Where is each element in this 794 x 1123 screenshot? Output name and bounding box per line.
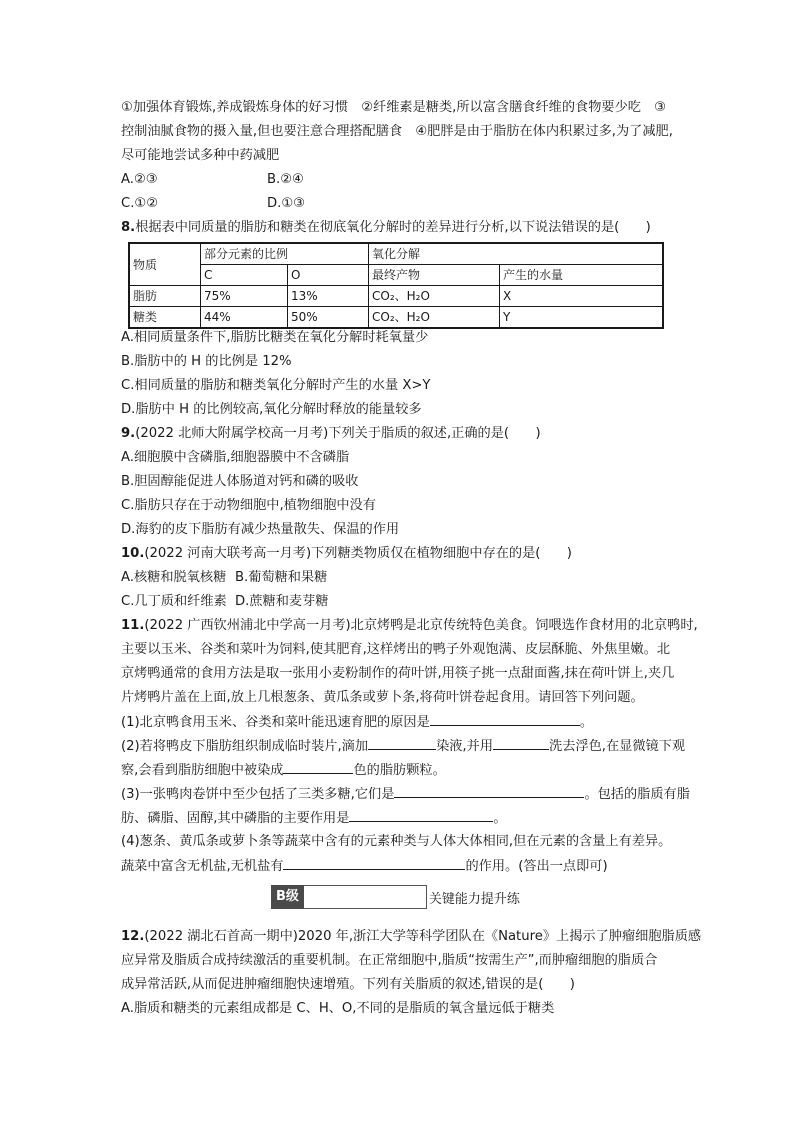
table-header-product: 最终产物	[369, 265, 500, 286]
q8-number: 8.	[121, 220, 136, 235]
answer-blank-6[interactable]	[349, 806, 493, 822]
q11-part-4-line-1: (4)葱条、黄瓜条或萝卜条等蔬菜中含有的元素种类与人体大体相同,但在元素的含量上有差异。	[121, 834, 672, 849]
q12-stem-line-1: 12.(2022 湖北石首高一期中)2020 年,浙江大学等科学团队在《Nature》上揭示了肿瘤细胞脂质感	[121, 929, 702, 944]
q10-option-c[interactable]: C.几丁质和纤维素	[121, 594, 227, 609]
table-cell: 44%	[201, 307, 288, 329]
q11-part-3-line-1: (3)一张鸭肉卷饼中至少包括了三类多糖,它们是 。包括的脂质有脂	[121, 782, 681, 806]
q9-option-b[interactable]: B.胆固醇能促进人体肠道对钙和磷的吸收	[121, 474, 359, 489]
table-cell: CO₂、H₂O	[369, 307, 500, 329]
q9-stem: (2022 北师大附属学校高一月考)下列关于脂质的叙述,正确的是( )	[135, 426, 541, 441]
q10-option-a[interactable]: A.核糖和脱氧核糖	[121, 570, 227, 585]
q11-stem-line-1: 11.(2022 广西钦州浦北中学高一月考)北京烤鸭是北京传统特色美食。饲喂选作食材用的北京鸭时,	[121, 618, 698, 633]
q12-option-a[interactable]: A.脂质和糖类的元素组成都是 C、H、O,不同的是脂质的氧含量远低于糖类	[121, 1001, 555, 1016]
q7-options-row-1	[121, 168, 681, 192]
q11-part-3-line-2: 肪、磷脂、固醇,其中磷脂的主要作用是 。	[121, 806, 681, 830]
q9-option-a[interactable]: A.细胞膜中含磷脂,细胞器膜中不含磷脂	[121, 450, 350, 465]
q7-option-a[interactable]: A.②③	[121, 172, 158, 187]
level-badge: B级	[271, 885, 304, 909]
q10-option-d[interactable]: D.蔗糖和麦芽糖	[235, 594, 329, 609]
table-row	[129, 307, 663, 329]
questions-8-to-11	[121, 326, 698, 878]
q11-part-1: (1)北京鸭食用玉米、谷类和菜叶能迅速育肥的原因是 。	[121, 710, 681, 734]
q9-number: 9.	[121, 426, 136, 441]
answer-blank-2[interactable]	[368, 734, 436, 750]
q11-part-2-line-1: (2)若将鸭皮下脂肪组织制成临时装片,滴加 染液,并用 洗去浮色,在显微镜下观	[121, 734, 681, 758]
question-8-stem	[121, 216, 681, 240]
table-header-c: C	[201, 265, 288, 286]
table-header-o: O	[288, 265, 369, 286]
table-cell: X	[500, 286, 664, 307]
q11-stem-line-3: 京烤鸭通常的食用方法是取一张用小麦粉制作的荷叶饼,用筷子挑一点甜面酱,抹在荷叶饼上,夹几	[121, 666, 675, 681]
table-cell: 糖类	[129, 307, 201, 329]
q8-option-c[interactable]: C.相同质量的脂肪和糖类氧化分解时产生的水量 X>Y	[121, 378, 431, 393]
q10-option-b[interactable]: B.葡萄糖和果糖	[235, 570, 328, 585]
answer-blank-5[interactable]	[394, 782, 584, 798]
q11-stem-line-2: 主要以玉米、谷类和菜叶为饲料,使其肥育,这样烤出的鸭子外观饱满、皮层酥脆、外焦里嫩。北	[121, 642, 671, 657]
q7-option-b[interactable]: B.②④	[267, 172, 304, 187]
q10-options-row-1	[121, 566, 681, 590]
q8-option-d[interactable]: D.脂肪中 H 的比例较高,氧化分解时释放的能量较多	[121, 402, 422, 417]
question-12	[121, 925, 702, 1021]
q9-option-d[interactable]: D.海豹的皮下脂肪有减少热量散失、保温的作用	[121, 522, 400, 537]
q10-stem: (2022 河南大联考高一月考)下列糖类物质仅在植物细胞中存在的是( )	[144, 546, 572, 561]
q11-part-4-line-2: 蔬菜中富含无机盐,无机盐有 的作用。(答出一点即可)	[121, 854, 681, 878]
q7-line-2: 控制油腻食物的摄入量,但也要注意合理搭配膳食 ④肥胖是由于脂肪在体内积累过多,为了减肥,	[121, 124, 673, 139]
q8-table	[128, 242, 664, 329]
table-header-material: 物质	[129, 243, 201, 286]
q10-number: 10.	[121, 546, 145, 561]
q12-stem-line-3: 成异常活跃,从而促进肿瘤细胞快速增殖。下列有关脂质的叙述,错误的是( )	[121, 977, 575, 992]
q9-option-c[interactable]: C.脂肪只存在于动物细胞中,植物细胞中没有	[121, 498, 376, 513]
badge-box	[304, 885, 427, 909]
table-row	[129, 265, 663, 286]
q8-option-a[interactable]: A.相同质量条件下,脂肪比糖类在氧化分解时耗氧量少	[121, 330, 429, 345]
question-10	[121, 542, 681, 566]
q11-stem-line-4: 片烤鸭片盖在上面,放上几根葱条、黄瓜条或萝卜条,将荷叶饼卷起食用。请回答下列问题。	[121, 690, 644, 705]
answer-blank-7[interactable]	[283, 854, 465, 870]
q8-option-b[interactable]: B.脂肪中的 H 的比例是 12%	[121, 354, 292, 369]
q12-number: 12.	[121, 929, 145, 944]
table-row	[129, 286, 663, 307]
table-header-ratio: 部分元素的比例	[201, 243, 369, 265]
q11-number: 11.	[121, 618, 145, 633]
table-cell: 脂肪	[129, 286, 201, 307]
q7-line-1: ①加强体育锻炼,养成锻炼身体的好习惯 ②纤维素是糖类,所以富含膳食纤维的食物要少吃 ③	[121, 100, 666, 115]
table-cell: 13%	[288, 286, 369, 307]
answer-blank-1[interactable]	[430, 710, 580, 726]
question-9	[121, 422, 681, 446]
q7-option-c[interactable]: C.①②	[121, 196, 159, 211]
table-cell: 75%	[201, 286, 288, 307]
q7-option-d[interactable]: D.①③	[267, 196, 305, 211]
q11-part-2-line-2: 察,会看到脂肪细胞中被染成 色的脂肪颗粒。	[121, 758, 681, 782]
q12-stem-line-2: 应异常及脂质合成持续激活的重要机制。在正常细胞中,脂质“按需生产”,而肿瘤细胞的脂质合	[121, 953, 658, 968]
q8-stem: 根据表中同质量的脂肪和糖类在彻底氧化分解时的差异进行分析,以下说法错误的是( )	[135, 220, 651, 235]
q7-line-3: 尽可能地尝试多种中药减肥	[121, 148, 280, 163]
q10-options-row-2	[121, 590, 681, 614]
answer-blank-4[interactable]	[283, 758, 353, 774]
table-row	[129, 243, 663, 265]
table-header-water: 产生的水量	[500, 265, 664, 286]
section-title: 关键能力提升练	[428, 891, 520, 907]
q7-options-row-2	[121, 192, 681, 216]
table-cell: 50%	[288, 307, 369, 329]
answer-blank-3[interactable]	[493, 734, 549, 750]
question-7	[121, 96, 681, 216]
section-header	[271, 885, 520, 909]
table-cell: CO₂、H₂O	[369, 286, 500, 307]
table-cell: Y	[500, 307, 664, 329]
table-header-oxidation: 氧化分解	[369, 243, 664, 265]
